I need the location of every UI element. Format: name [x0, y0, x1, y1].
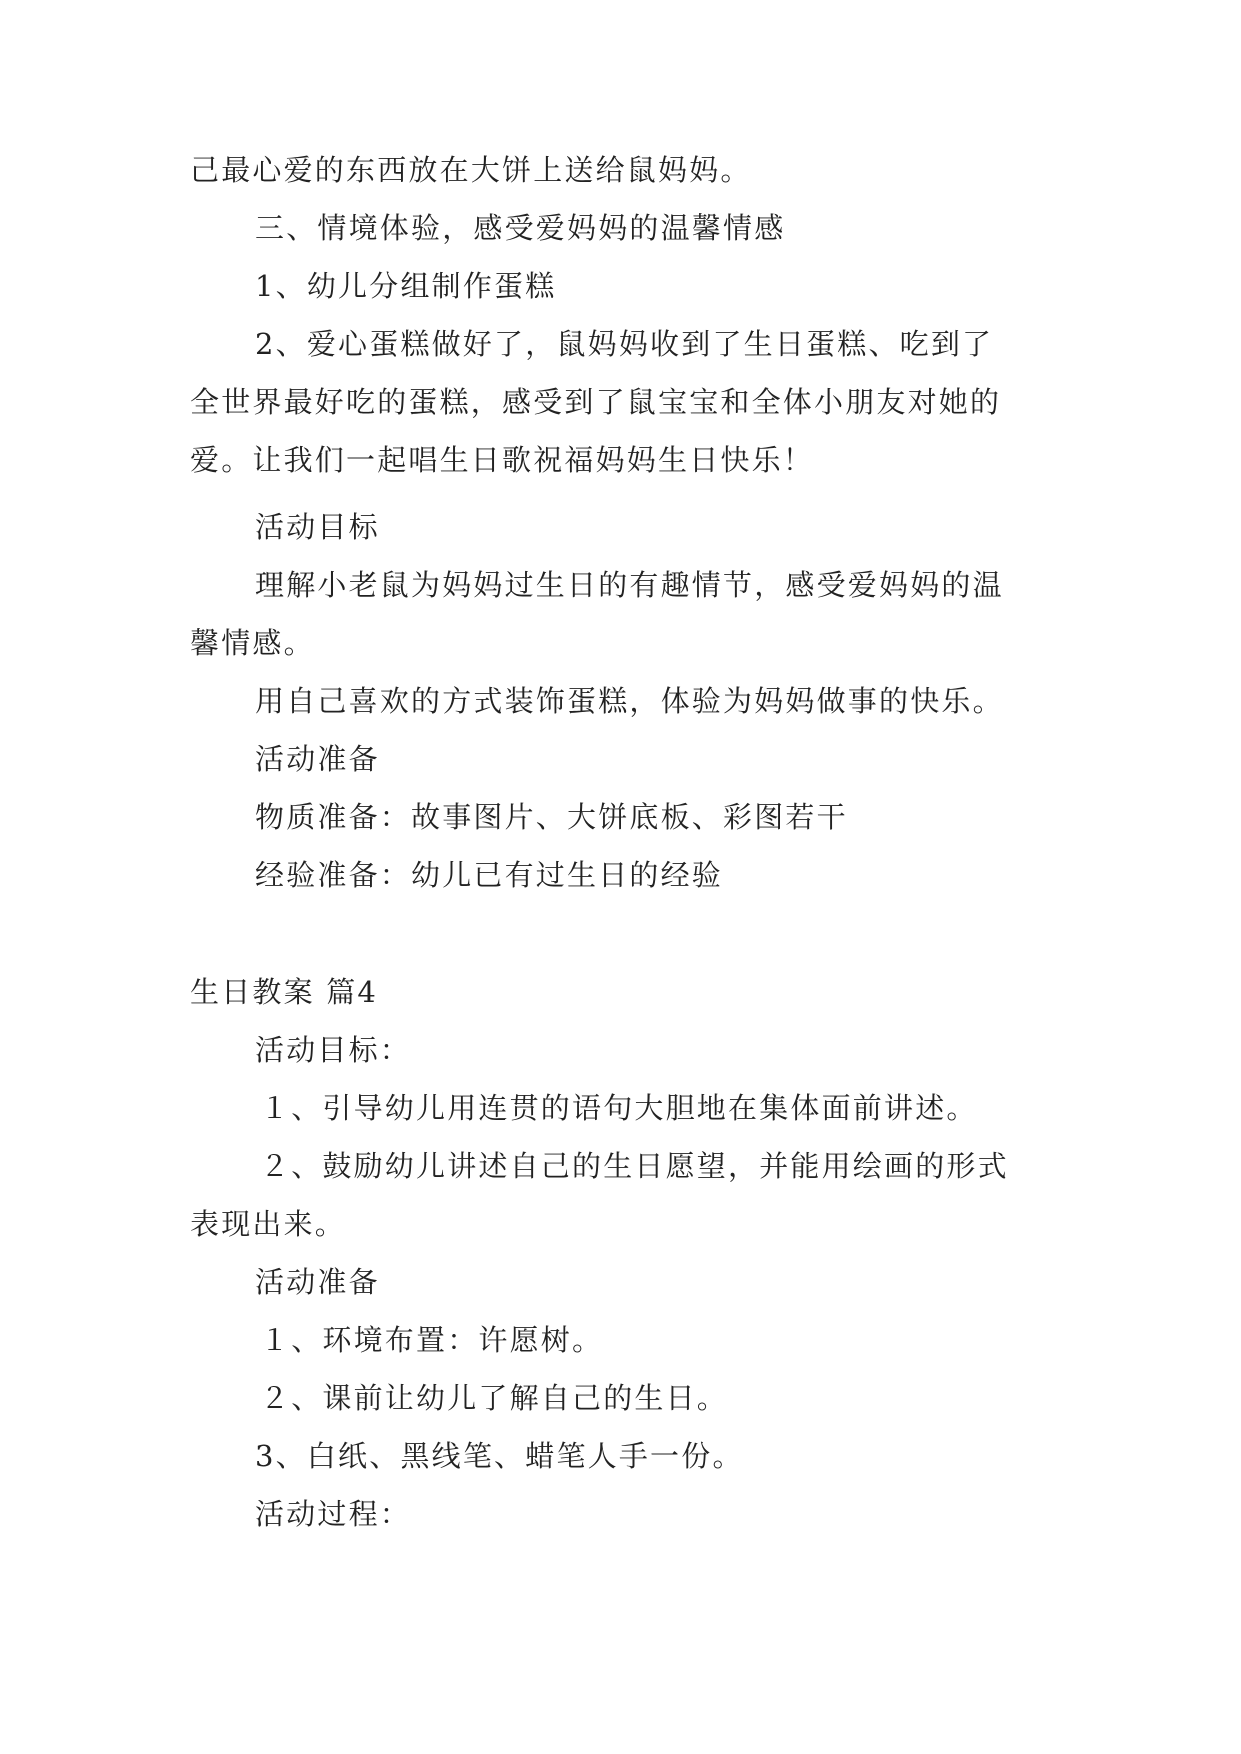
chapter-title: 生日教案 篇4	[190, 975, 379, 1009]
paragraph-line: 己最心爱的东西放在大饼上送给鼠妈妈。	[190, 153, 752, 187]
section-heading: 活动准备	[255, 742, 380, 776]
paragraph-line: 经验准备：幼儿已有过生日的经验	[255, 858, 724, 892]
paragraph-line: 理解小老鼠为妈妈过生日的有趣情节，感受爱妈妈的温	[255, 568, 1004, 602]
section-heading: 活动过程：	[255, 1497, 412, 1531]
paragraph-line: １、环境布置：许愿树。	[260, 1323, 604, 1357]
paragraph-line: 爱。让我们一起唱生日歌祝福妈妈生日快乐！	[190, 443, 815, 477]
paragraph-line: １、引导幼儿用连贯的语句大胆地在集体面前讲述。	[260, 1091, 978, 1125]
paragraph-line: ２、课前让幼儿了解自己的生日。	[260, 1381, 729, 1415]
section-heading: 三、情境体验，感受爱妈妈的温馨情感	[255, 211, 786, 245]
paragraph-line: ２、鼓励幼儿讲述自己的生日愿望，并能用绘画的形式	[260, 1149, 1009, 1183]
paragraph-line: 全世界最好吃的蛋糕，感受到了鼠宝宝和全体小朋友对她的	[190, 385, 1002, 419]
paragraph-line: 表现出来。	[190, 1207, 347, 1241]
paragraph-line: 用自己喜欢的方式装饰蛋糕，体验为妈妈做事的快乐。	[255, 684, 1004, 718]
paragraph-line: 馨情感。	[190, 626, 315, 660]
section-heading: 活动目标：	[255, 1033, 412, 1067]
paragraph-line: 3、白纸、黑线笔、蜡笔人手一份。	[255, 1439, 744, 1473]
section-heading: 活动目标	[255, 510, 380, 544]
paragraph-line: 物质准备：故事图片、大饼底板、彩图若干	[255, 800, 848, 834]
paragraph-line: 2、爱心蛋糕做好了，鼠妈妈收到了生日蛋糕、吃到了	[255, 327, 994, 361]
section-heading: 活动准备	[255, 1265, 380, 1299]
paragraph-line: 1、幼儿分组制作蛋糕	[255, 269, 557, 303]
